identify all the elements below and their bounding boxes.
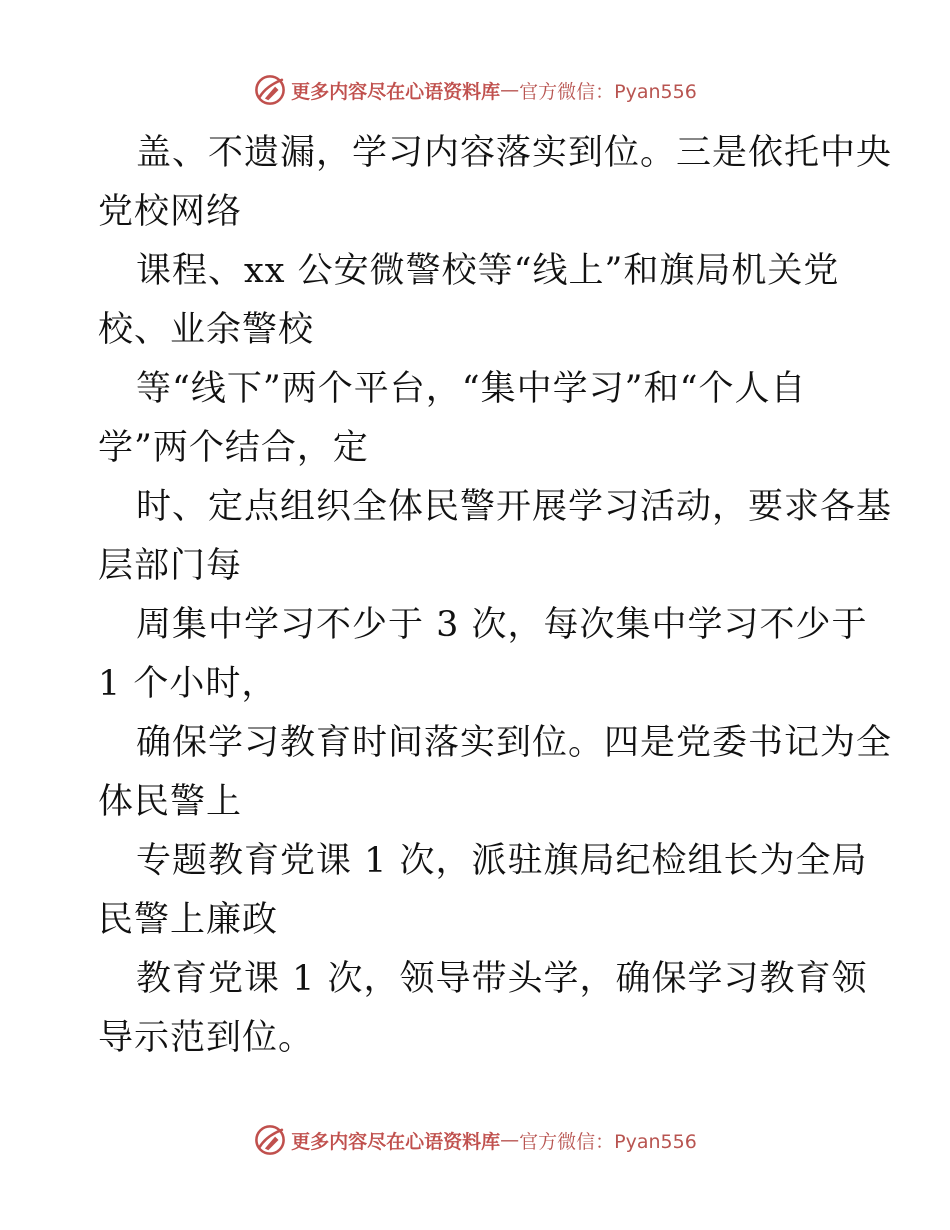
header-watermark [0, 70, 950, 110]
body-text-line: 教育党课 1 次，领导带头学，确保学习教育领 [136, 959, 868, 999]
watermark-separator: — [500, 1129, 520, 1151]
body-text-line: 导示范到位。 [98, 1018, 315, 1058]
body-text-line: 周集中学习不少于 3 次，每次集中学习不少于 [136, 605, 868, 645]
body-text-line: 校、业余警校 [98, 310, 315, 350]
watermark-site-text: 更多内容尽在心语资料库 [291, 80, 501, 103]
document-body [98, 124, 893, 1068]
body-text-line: 学”两个结合，定 [98, 428, 369, 468]
pen-logo-icon [253, 73, 287, 107]
pen-logo-icon [253, 1123, 287, 1157]
watermark-site-text: 更多内容尽在心语资料库 [291, 1130, 501, 1153]
body-text-line: 等“线下”两个平台，“集中学习”和“个人自 [136, 369, 807, 409]
body-text-line: 专题教育党课 1 次，派驻旗局纪检组长为全局 [136, 841, 868, 881]
body-text-line: 确保学习教育时间落实到位。四是党委书记为全 [136, 723, 893, 763]
body-text-line: 民警上廉政 [98, 900, 279, 940]
body-text-line: 党校网络 [98, 192, 243, 232]
body-text-line: 时、定点组织全体民警开展学习活动，要求各基 [136, 487, 893, 527]
watermark-contact-text: 官方微信：Pyan556 [519, 1130, 697, 1153]
body-text-line: 盖、不遗漏，学习内容落实到位。三是依托中央 [136, 133, 893, 173]
body-text-line: 课程、xx 公安微警校等“线上”和旗局机关党 [136, 251, 840, 291]
body-text-line: 1 个小时， [98, 664, 278, 704]
body-text-line: 体民警上 [98, 782, 243, 822]
watermark-contact-text: 官方微信：Pyan556 [519, 80, 697, 103]
footer-watermark [0, 1120, 950, 1160]
watermark-separator: — [500, 79, 520, 101]
body-text-line: 层部门每 [98, 546, 243, 586]
